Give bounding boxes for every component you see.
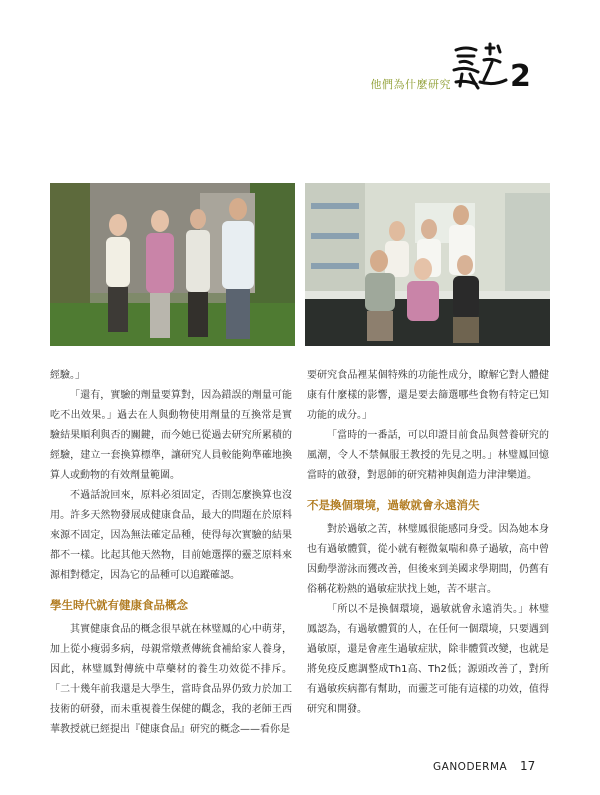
article-column-left <box>50 366 292 740</box>
paragraph: 「當時的一番話，可以印證目前食品與營養研究的風潮，令人不禁佩服王教授的先見之明。」林璧鳳回憶當時的啟發，對恩師的研究精神與創造力津津樂道。 <box>307 430 549 481</box>
magazine-name: GANODERMA <box>433 761 508 773</box>
page-number: 17 <box>520 759 536 773</box>
paragraph: 要研究食品裡某個特殊的功能性成分，瞭解它對人體健康有什麼樣的影響，還是要去篩選哪些食物有特定已知功能的成分。」 <box>307 370 549 421</box>
section-subtitle: 他們為什麼研究 <box>370 78 451 91</box>
logo-number: 2 <box>510 59 531 94</box>
section-heading: 學生時代就有健康食品概念 <box>50 598 188 612</box>
paragraph: 不過話說回來，原料必須固定，否則怎麼換算也沒用。許多天然物發展成健康食品，最大的問題在於原料來源不固定，因為無法確定品種，使得每次實驗的結果都不一樣。比起其他天然物，目前她選擇的靈芝原料來源相對穩定，因為它的品種可以追蹤確認。 <box>50 490 292 581</box>
paragraph: 其實健康食品的概念很早就在林璧鳳的心中萌芽，加上從小瘦弱多病，母親常燉煮傳統食補給家人養身，因此，林璧鳳對傳統中草藥材的養生功效從不排斥。「二十幾年前我還是大學生，當時食品界仍致力於加工技術的研發，而未重視養生保健的觀念，我的老師王西華教授就已經提出『健康食品』研究的概念——看你是 <box>50 624 292 735</box>
group-photo-lab <box>305 183 550 346</box>
paragraph: 經驗。」 <box>50 370 85 381</box>
group-photo-outdoor <box>50 183 295 346</box>
section-heading: 不是換個環境，過敏就會永遠消失 <box>307 498 480 512</box>
article-column-right <box>307 366 549 720</box>
lingzhi-2-logo <box>448 42 540 98</box>
paragraph: 對於過敏之苦，林璧鳳很能感同身受。因為她本身也有過敏體質，從小就有輕微氣喘和鼻子過敏，高中曾因動學游泳而獲改善，但後來到美國求學期間，仍舊有俗稱花粉熱的過敏症狀找上她，苦不堪言。 <box>307 524 549 595</box>
paragraph: 「還有，實驗的劑量要算對，因為錯誤的劑量可能吃不出效果。」過去在人與動物使用劑量的互換常是實驗結果順利與否的關鍵，而今她已從過去研究所累積的經驗，建立一套換算標準，讓研究人員較能夠準確地換算人或動物的有效劑量範圍。 <box>50 390 292 481</box>
paragraph: 「所以不是換個環境，過敏就會永遠消失。」林璧鳳認為，有過敏體質的人，在任何一個環境，只要遇到過敏原，還是會產生過敏症狀，除非體質改變，也就是將免疫反應調整成Th1高、Th2低；源頭改善了，對所有過敏疾病都有幫助，而靈芝可能有這樣的功效，值得研究和開發。 <box>307 604 549 715</box>
